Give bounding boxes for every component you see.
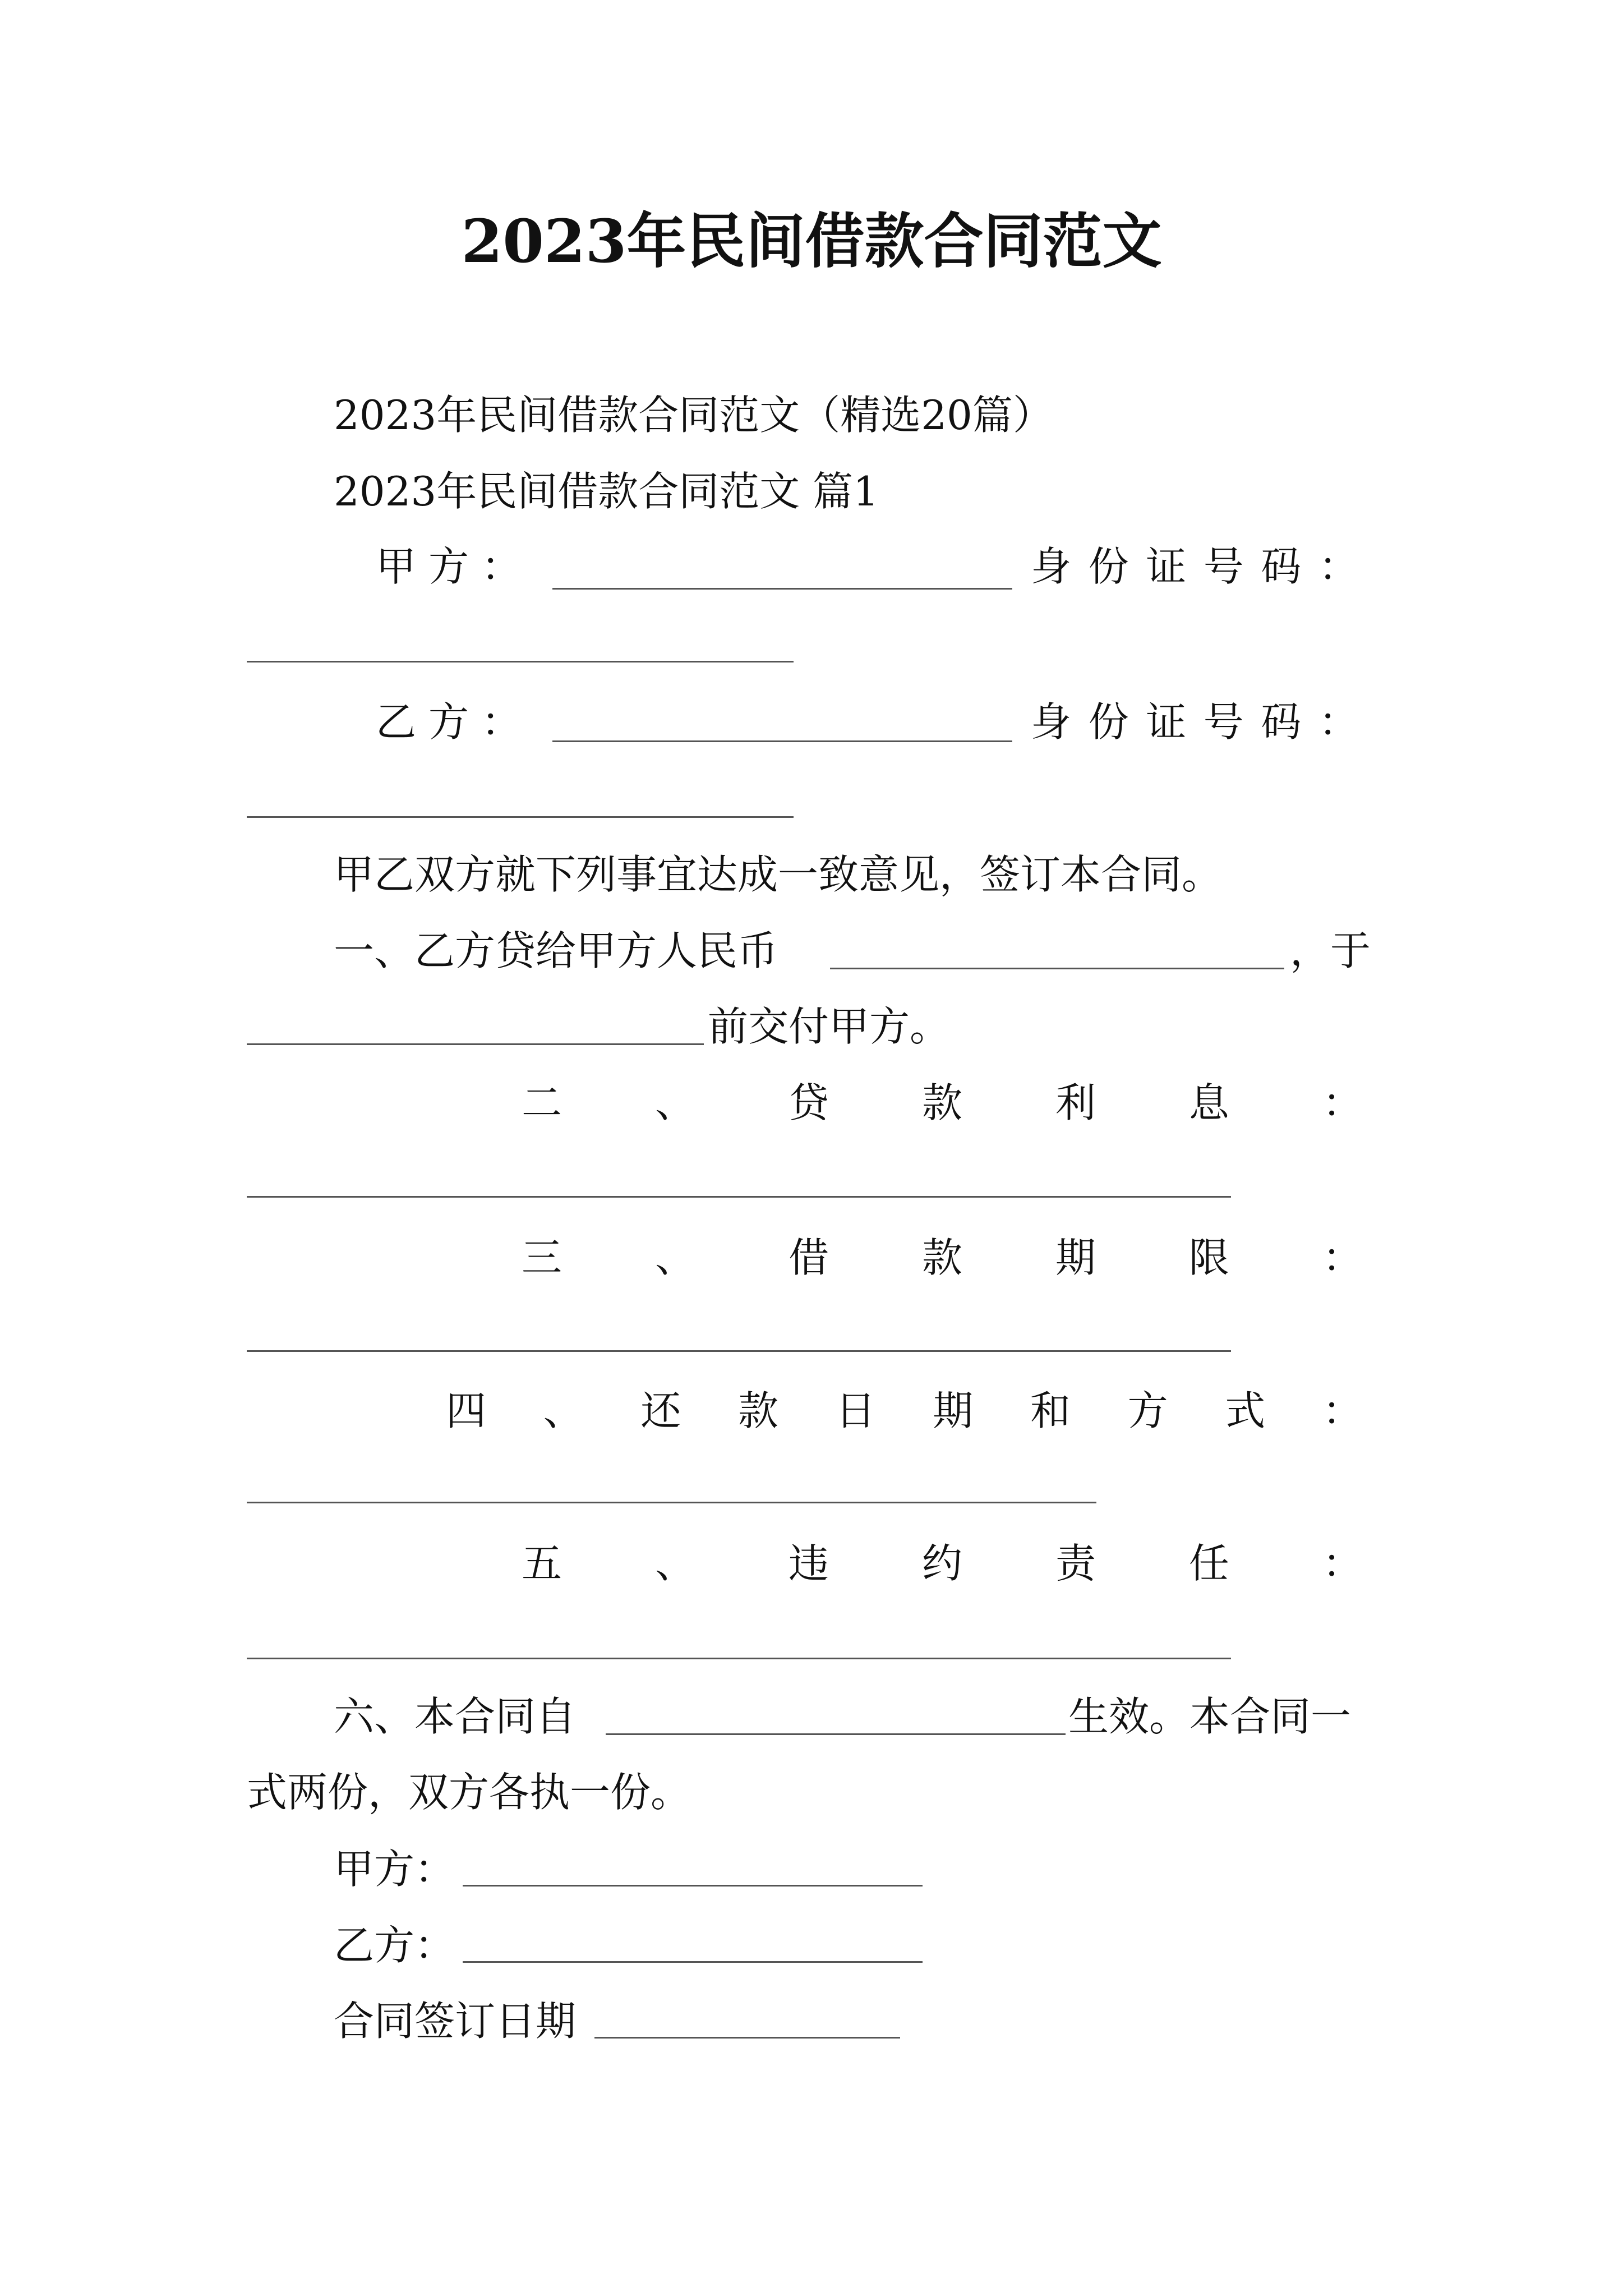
- party-b-id-blank[interactable]: [247, 816, 794, 818]
- sign-date-label: 合同签订日期: [334, 1998, 577, 2045]
- party-a-id-blank[interactable]: [247, 661, 794, 662]
- clause-2-blank[interactable]: [247, 1196, 1231, 1198]
- clause-6-effect: 生效。本合同一: [1068, 1693, 1352, 1740]
- clause-1-date-blank[interactable]: [247, 1043, 704, 1045]
- clause-5-blank[interactable]: [247, 1658, 1231, 1659]
- party-a-id-label: 身 份 证 号 码 ：: [1031, 543, 1359, 590]
- clause-4-heading: 四 、 还 款 日 期 和 方 式 ：: [446, 1387, 1363, 1434]
- party-b-label: 乙 方 ：: [376, 698, 522, 746]
- sign-party-a-blank[interactable]: [463, 1885, 923, 1887]
- clause-2-heading: 二 、 贷 款 利 息 ：: [522, 1079, 1363, 1126]
- sign-party-a-label: 甲方：: [334, 1846, 455, 1893]
- sign-date-blank[interactable]: [594, 2037, 900, 2039]
- clause-5-heading: 五 、 违 约 责 任 ：: [522, 1540, 1363, 1587]
- clause-4-blank[interactable]: [247, 1502, 1096, 1503]
- party-a-label: 甲 方 ：: [376, 543, 522, 590]
- section-heading: 2023年民间借款合同范文 篇1: [334, 468, 879, 515]
- clause-1-amount-blank[interactable]: [830, 968, 1284, 969]
- clause-6-copies: 式两份，双方各执一份。: [247, 1769, 691, 1816]
- subtitle: 2023年民间借款合同范文（精选20篇）: [334, 392, 1053, 439]
- clause-1-text: 一、乙方贷给甲方人民币: [334, 927, 778, 974]
- sign-party-b-blank[interactable]: [463, 1961, 923, 1963]
- document-title: 2023年民间借款合同范文: [461, 206, 1162, 276]
- clause-1-comma: ，于: [1290, 927, 1371, 974]
- party-b-id-label: 身 份 证 号 码 ：: [1031, 698, 1359, 746]
- agreement-intro: 甲乙双方就下列事宜达成一致意见，签订本合同。: [334, 851, 1223, 898]
- clause-6-text: 六、本合同自: [334, 1693, 577, 1740]
- clause-6-effective-blank[interactable]: [606, 1733, 1066, 1735]
- clause-3-heading: 三 、 借 款 期 限 ：: [522, 1234, 1363, 1281]
- sign-party-b-label: 乙方：: [334, 1922, 455, 1969]
- clause-3-blank[interactable]: [247, 1350, 1231, 1352]
- party-a-name-blank[interactable]: [552, 588, 1012, 590]
- clause-1-delivery: 前交付甲方。: [708, 1003, 951, 1050]
- party-b-name-blank[interactable]: [552, 740, 1012, 742]
